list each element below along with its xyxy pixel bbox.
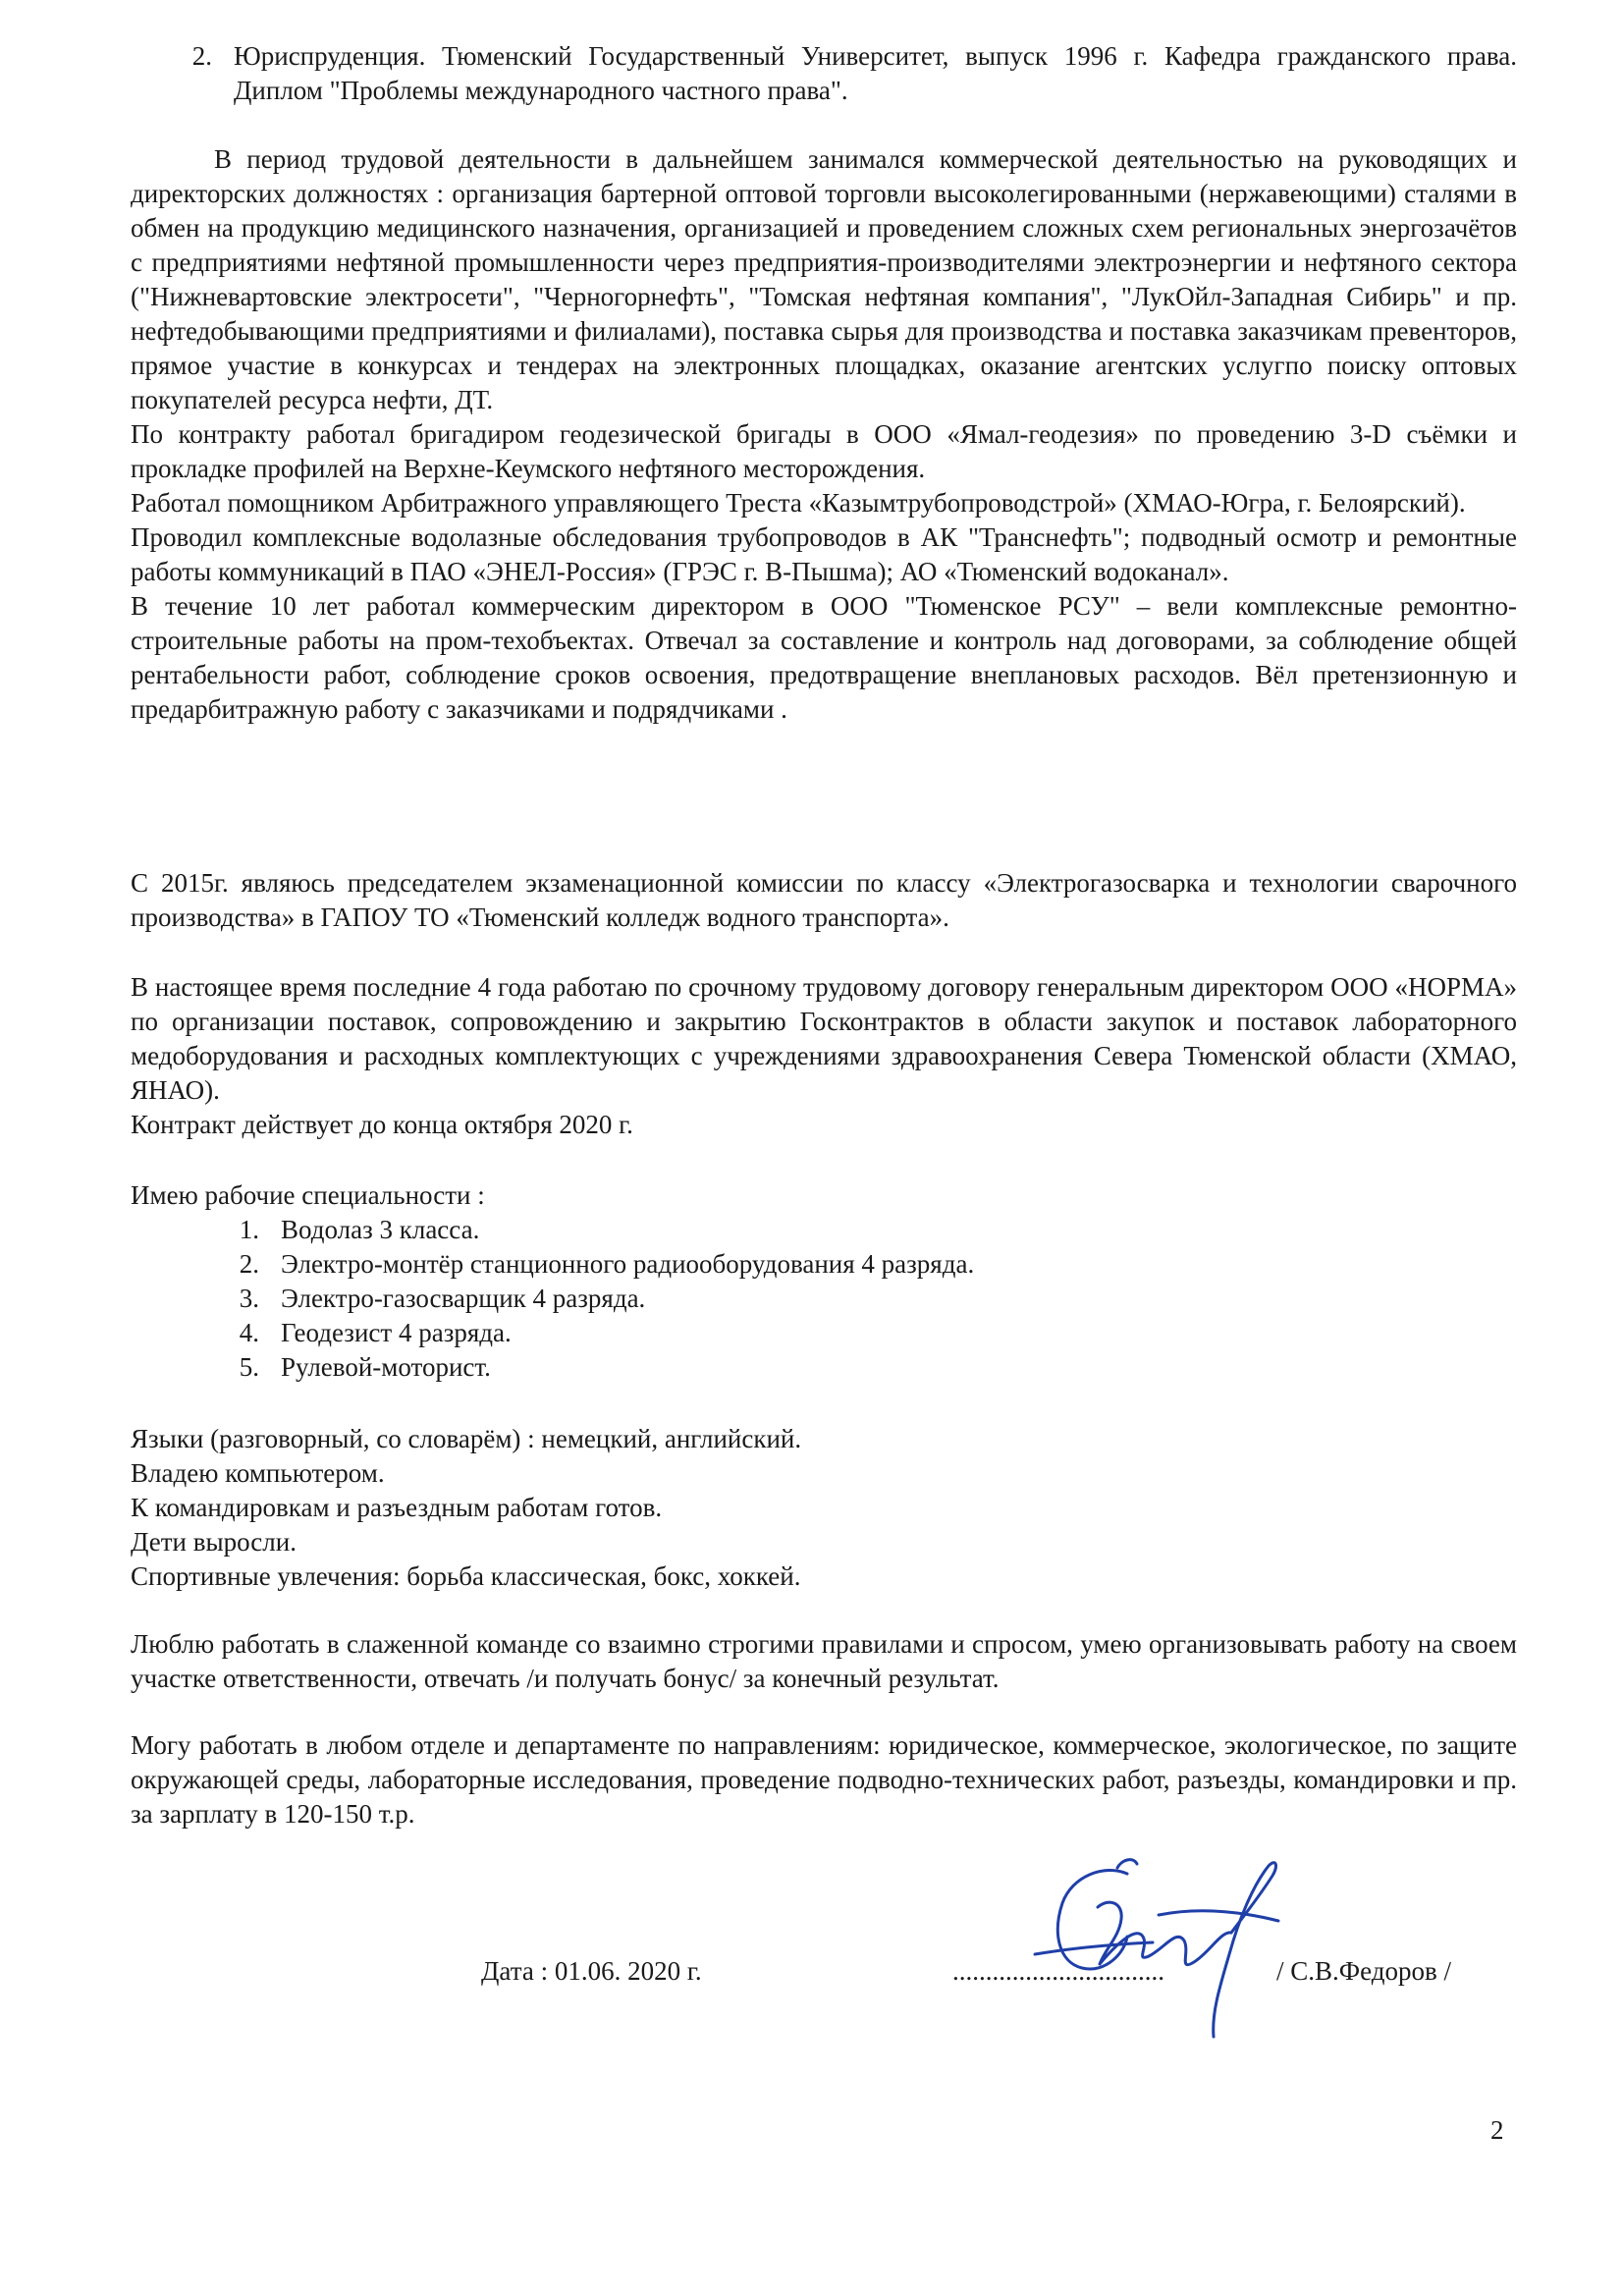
signature-dotted-line: ................................ [952, 1956, 1164, 1986]
teamwork-paragraph: Люблю работать в слаженной команде со взаимно строгими правилами и спросом, умею организовывать работу на своем участке ответственности, отвечать /и получать бонус/ за конечный результат. [131, 1629, 1517, 1693]
departments-section [131, 1728, 1517, 1831]
specialties-section [131, 1178, 1517, 1385]
education-item-text: Юриспруденция. Тюменский Государственный Университет, выпуск 1996 г. Кафедра гражданского права. Диплом "Проблемы международного частного права". [234, 41, 1517, 105]
departments-paragraph: Могу работать в любом отделе и департаменте по направлениям: юридическое, коммерческое, экологическое, по защите окружающей среды, лабораторные исследования, проведение подводно-технических работ, разъезды, командировки и пр. за зарплату в 120-150 т.р. [131, 1730, 1517, 1829]
children-line: Дети выросли. [131, 1527, 297, 1557]
specialties-list [131, 1213, 1517, 1385]
page-number: 2 [1490, 2115, 1504, 2145]
computer-line: Владею компьютером. [131, 1458, 385, 1488]
current-position-section [131, 970, 1517, 1142]
specialty-text: Геодезист 4 разряда. [281, 1318, 512, 1347]
travel-line: К командировкам и разъездным работам готов. [131, 1493, 663, 1522]
career-section [131, 142, 1517, 727]
specialty-item [212, 1247, 1517, 1282]
specialty-item [212, 1282, 1517, 1316]
education-section [131, 39, 1517, 108]
career-paragraph: В период трудовой деятельности в дальнейшем занимался коммерческой деятельностью на руководящих и директорских должностях : организация бартерной оптовой торговли высоколегированными (нержавеющими) сталями в обмен на продукцию медицинского назначения, организацией и проведением сложных схем региональных энергозачётов с предприятиями нефтяной промышленности через предприятия-производителями электроэнергии и нефтяного сектора ("Нижневартовские электросети", "Черногорнефть", "Томская нефтяная компания", "ЛукОйл-Западная Сибирь" и пр. нефтедобывающими предприятиями и филиалами), поставка сырья для производства и поставка заказчикам превенторов, прямое участие в конкурсах и тендерах на электронных площадках, оказание агентских услугпо поиску оптовых покупателей ресурса нефти, ДТ. [131, 144, 1517, 414]
specialty-item [212, 1316, 1517, 1350]
specialties-heading: Имею рабочие специальности : [131, 1180, 485, 1210]
commission-paragraph: С 2015г. являюсь председателем экзаменационной комиссии по классу «Электрогазосварка и технологии сварочного производства» в ГАПОУ ТО «Тюменский колледж водного транспорта». [131, 868, 1517, 932]
signature-name: / С.В.Федоров / [1276, 1956, 1451, 1986]
specialty-number: 3. [239, 1284, 259, 1313]
career-paragraph: В течение 10 лет работал коммерческим директором в ООО "Тюменское РСУ" – вели комплексные ремонтно-строительные работы на пром-техобъектах. Отвечал за составление и контроль над договорами, за соблюдение общей рентабельности работ, соблюдение сроков освоения, предотвращение внеплановых расходов. Вёл претензионную и предарбитражную работу с заказчиками и подрядчиками . [131, 591, 1517, 724]
specialty-item [212, 1350, 1517, 1385]
specialty-text: Электро-газосварщик 4 разряда. [281, 1284, 646, 1313]
teamwork-section [131, 1627, 1517, 1696]
signature-date: Дата : 01.06. 2020 г. [481, 1956, 702, 1986]
specialty-text: Водолаз 3 класса. [281, 1215, 480, 1244]
specialty-number: 5. [239, 1352, 259, 1382]
handwritten-signature [1011, 1846, 1335, 2052]
career-paragraph: Работал помощником Арбитражного управляющего Треста «Казымтрубопроводстрой» (ХМАО-Югра, г. Белоярский). [131, 488, 1466, 518]
commission-section [131, 866, 1517, 935]
sports-line: Спортивные увлечения: борьба классическая, бокс, хоккей. [131, 1561, 801, 1591]
languages-line: Языки (разговорный, со словарём) : немецкий, английский. [131, 1424, 802, 1453]
specialty-number: 1. [239, 1215, 259, 1244]
specialty-number: 2. [239, 1249, 259, 1279]
career-paragraph: Проводил комплексные водолазные обследования трубопроводов в АК "Транснефть"; подводный осмотр и ремонтные работы коммуникаций в ПАО «ЭНЕЛ-Россия» (ГРЭС г. В-Пышма); АО «Тюменский водоканал». [131, 522, 1517, 586]
career-paragraph: По контракту работал бригадиром геодезической бригады в ООО «Ямал-геодезия» по проведению 3-D съёмки и прокладке профилей на Верхне-Кеумского нефтяного месторождения. [131, 419, 1517, 483]
education-item [131, 39, 1517, 108]
specialty-text: Рулевой-моторист. [281, 1352, 491, 1382]
current-position-paragraph: В настоящее время последние 4 года работаю по срочному трудовому договору генеральным директором ООО «НОРМА» по организации поставок, сопровождению и закрытию Госконтрактов в области закупок и поставок лабораторного медоборудования и расходных комплектующих с учреждениями здравоохранения Севера Тюменской области (ХМАО, ЯНАО). [131, 972, 1517, 1105]
specialty-number: 4. [239, 1318, 259, 1347]
education-list [131, 39, 1517, 108]
education-item-number: 2. [191, 41, 212, 71]
contract-term: Контракт действует до конца октября 2020 г. [131, 1110, 633, 1139]
specialty-text: Электро-монтёр станционного радиооборудования 4 разряда. [281, 1249, 975, 1279]
specialty-item [212, 1213, 1517, 1247]
personal-section [131, 1422, 1517, 1594]
